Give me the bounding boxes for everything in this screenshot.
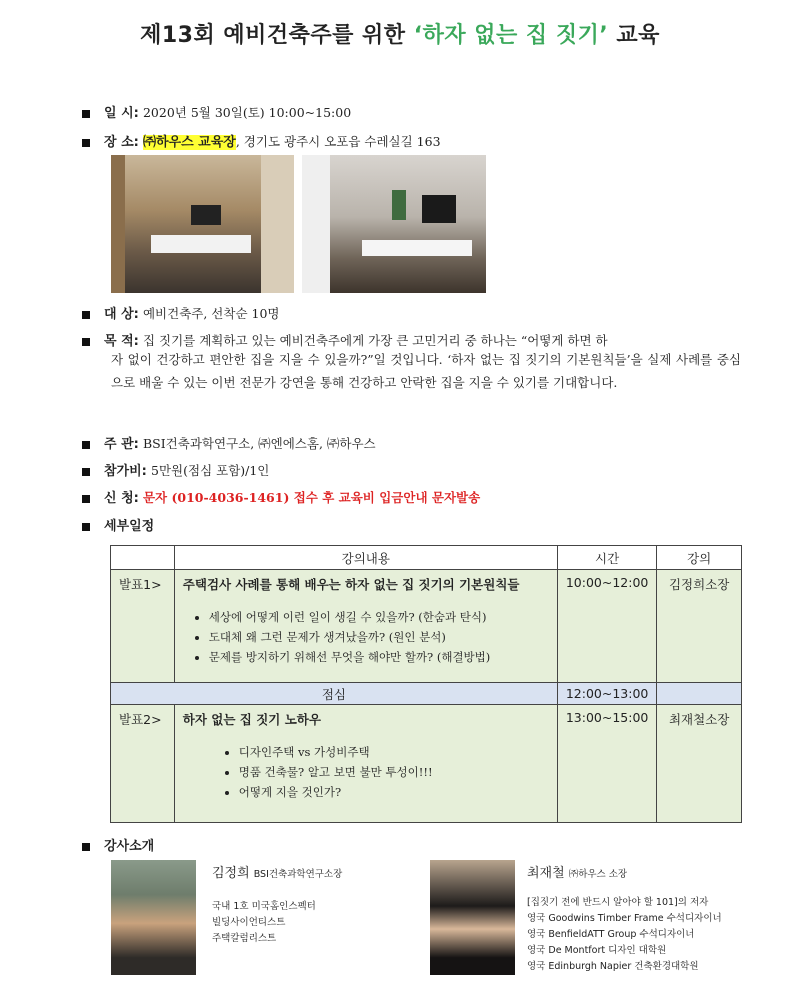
- bio-line: 영국 De Montfort 디자인 대학원: [527, 945, 667, 956]
- bullet-square-icon: [82, 468, 90, 476]
- session-speaker: 최재철소장: [668, 712, 730, 727]
- schedule-label: 세부일정: [104, 519, 155, 534]
- bio-line: 영국 Goodwins Timber Frame 수석디자이너: [527, 913, 722, 924]
- header-cell: [111, 546, 175, 570]
- bullet-square-icon: [82, 441, 90, 449]
- session-title: 주택검사 사례를 통해 배우는 하자 없는 집 짓기의 기본원칙들: [182, 577, 520, 592]
- table-header-row: [111, 546, 742, 570]
- date-value: 2020년 5월 30일(토) 10:00~15:00: [142, 105, 352, 120]
- lunch-label: 점심: [111, 683, 558, 705]
- date-row: [82, 102, 351, 121]
- host-value: BSI건축과학연구소, ㈜엔에스홈, ㈜하우스: [142, 436, 376, 451]
- fee-value: 5만원(점심 포함)/1인: [151, 463, 270, 478]
- schedule-heading: [82, 515, 154, 534]
- purpose-line1: 집 짓기를 계획하고 있는 예비건축주에게 가장 큰 고민거리 중 하나는 “어떻게 하면 하: [142, 333, 608, 348]
- place-value: , 경기도 광주시 오포읍 수레실길 163: [235, 134, 441, 149]
- header-cell: 시간: [557, 546, 657, 570]
- title-text: 제13회 예비건축주를 위한: [140, 23, 414, 48]
- place-label: 장 소:: [104, 135, 139, 150]
- header-cell: 강의내용: [174, 546, 557, 570]
- bio-line: 국내 1호 미국홈인스펙터: [212, 901, 316, 912]
- speaker-name: 김정희: [212, 866, 250, 881]
- list-item: • 도대체 왜 그런 문제가 생겨났을까? (원인 분석): [209, 627, 549, 647]
- session-name: 발표2>: [119, 712, 162, 727]
- title-accent: ‘하자 없는 집 짓기’: [413, 23, 609, 48]
- place-row: [82, 131, 441, 150]
- header-cell: 강의: [657, 546, 742, 570]
- target-row: [82, 303, 280, 322]
- bio-line: 빌딩사이언티스트: [212, 917, 286, 928]
- host-label: 주 관:: [104, 437, 139, 452]
- lunch-time: 12:00~13:00: [565, 686, 649, 701]
- bullet-square-icon: [82, 311, 90, 319]
- purpose-text: 자 없이 건강하고 편안한 집을 지을 수 있을까?”일 것입니다. ‘하자 없는 집 짓기의 기본원칙들’을 실제 사례를 중심으로 배울 수 있는 이번 전문가 강연을 통해 건강하고 안락한 집을 지을 수 있기를 기대합니다.: [111, 352, 741, 390]
- apply-value: 문자 (010-4036-1461) 접수 후 교육비 입금안내 문자발송: [142, 490, 481, 505]
- host-row: [82, 433, 376, 452]
- session-items: [183, 742, 549, 802]
- list-item: • 세상에 어떻게 이런 일이 생길 수 있을까? (한숨과 탄식): [209, 607, 549, 627]
- purpose-row: [82, 330, 608, 349]
- apply-label: 신 청:: [104, 491, 139, 506]
- purpose-label: 목 적:: [104, 334, 139, 349]
- fee-row: [82, 460, 269, 479]
- session-name: 발표1>: [119, 577, 162, 592]
- title-suffix: 교육: [608, 23, 660, 48]
- speaker-role: BSI건축과학연구소장: [253, 869, 343, 880]
- speakers-label: 강사소개: [104, 839, 155, 854]
- session-time: 10:00~12:00: [565, 575, 649, 590]
- speaker-card-2: [527, 862, 722, 975]
- list-item: • 디자인주택 vs 가성비주택: [239, 742, 549, 762]
- schedule-table: [110, 545, 742, 823]
- session-speaker: 김정희소장: [668, 577, 730, 592]
- bio-line: 주택칼럼리스트: [212, 933, 277, 944]
- bullet-square-icon: [82, 338, 90, 346]
- speaker-role: ㈜하우스 소장: [568, 869, 628, 880]
- classroom-photo-1: [111, 155, 294, 293]
- session-title: 하자 없는 집 짓기 노하우: [182, 712, 321, 727]
- bullet-square-icon: [82, 495, 90, 503]
- bullet-square-icon: [82, 139, 90, 147]
- fee-label: 참가비:: [104, 464, 147, 479]
- speaker-card-1: [212, 862, 342, 947]
- session-time: 13:00~15:00: [565, 710, 649, 725]
- list-item: • 명품 건축물? 알고 보면 불만 투성이!!!: [239, 762, 549, 782]
- target-label: 대 상:: [104, 307, 139, 322]
- classroom-photo-2: [302, 155, 486, 293]
- place-highlight: ㈜하우스 교육장: [142, 135, 236, 150]
- session-items: [183, 607, 549, 667]
- list-item: • 어떻게 지을 것인가?: [239, 782, 549, 802]
- speaker-photo-2: [430, 860, 515, 975]
- speaker-photo-1: [111, 860, 196, 975]
- table-row: [111, 705, 742, 823]
- bio-line: 영국 Edinburgh Napier 건축환경대학원: [527, 961, 699, 972]
- speaker-name: 최재철: [527, 866, 565, 881]
- bio-line: [집짓기 전에 반드시 알아야 할 101]의 저자: [527, 897, 709, 908]
- page-title: [0, 18, 800, 49]
- list-item: • 문제를 방지하기 위해선 무엇을 해야만 할까? (해결방법): [209, 647, 549, 667]
- bullet-square-icon: [82, 523, 90, 531]
- bullet-square-icon: [82, 843, 90, 851]
- target-value: 예비건축주, 선착순 10명: [142, 306, 280, 321]
- table-row-lunch: [111, 683, 742, 705]
- apply-row: [82, 487, 480, 506]
- speakers-heading: [82, 835, 154, 854]
- bullet-square-icon: [82, 110, 90, 118]
- table-row: [111, 570, 742, 683]
- bio-line: 영국 BenfieldATT Group 수석디자이너: [527, 929, 695, 940]
- date-label: 일 시:: [104, 106, 139, 121]
